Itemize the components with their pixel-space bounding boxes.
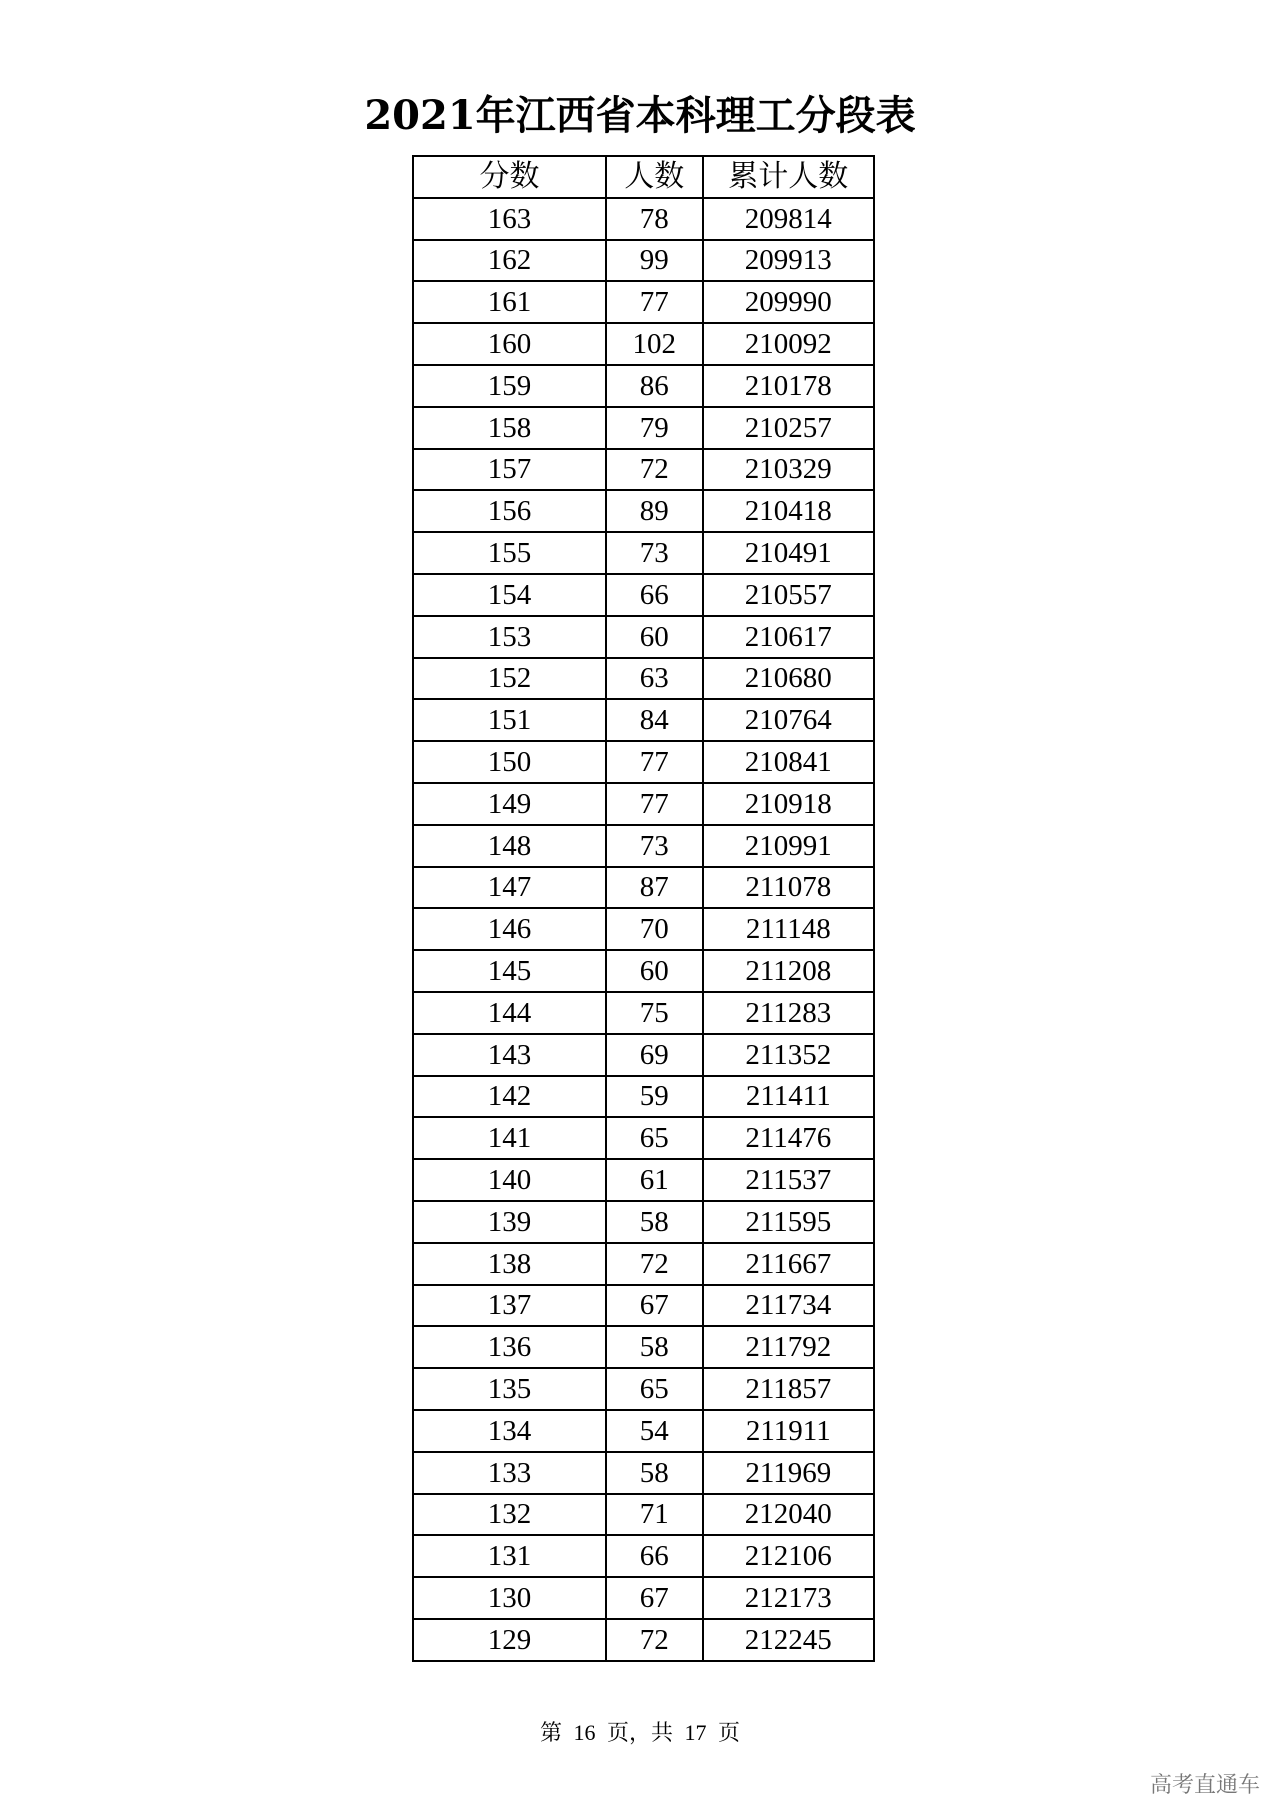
cell-cumulative: 212040: [703, 1494, 874, 1536]
cell-score: 142: [413, 1076, 606, 1118]
cell-count: 60: [606, 950, 703, 992]
cell-count: 67: [606, 1285, 703, 1327]
cell-count: 54: [606, 1410, 703, 1452]
cell-cumulative: 211595: [703, 1201, 874, 1243]
cell-score: 130: [413, 1577, 606, 1619]
table-row: [413, 1410, 874, 1452]
table-row: [413, 407, 874, 449]
cell-cumulative: 209913: [703, 240, 874, 282]
table-row: [413, 281, 874, 323]
cell-cumulative: 211969: [703, 1452, 874, 1494]
cell-score: 138: [413, 1243, 606, 1285]
cell-count: 58: [606, 1326, 703, 1368]
cell-cumulative: 210178: [703, 365, 874, 407]
cell-count: 79: [606, 407, 703, 449]
cell-score: 149: [413, 783, 606, 825]
cell-cumulative: 212173: [703, 1577, 874, 1619]
cell-count: 58: [606, 1201, 703, 1243]
cell-count: 72: [606, 1619, 703, 1661]
cell-score: 163: [413, 198, 606, 240]
table-row: [413, 699, 874, 741]
cell-cumulative: 211148: [703, 908, 874, 950]
cell-score: 162: [413, 240, 606, 282]
table-row: [413, 1159, 874, 1201]
cell-cumulative: 210329: [703, 449, 874, 491]
cell-score: 158: [413, 407, 606, 449]
cell-cumulative: 212245: [703, 1619, 874, 1661]
cell-count: 73: [606, 532, 703, 574]
cell-count: 58: [606, 1452, 703, 1494]
cell-cumulative: 210092: [703, 323, 874, 365]
cell-score: 132: [413, 1494, 606, 1536]
cell-score: 161: [413, 281, 606, 323]
table-row: [413, 449, 874, 491]
cell-score: 144: [413, 992, 606, 1034]
cell-count: 86: [606, 365, 703, 407]
table-row: [413, 1285, 874, 1327]
cell-count: 65: [606, 1368, 703, 1410]
cell-score: 134: [413, 1410, 606, 1452]
cell-count: 61: [606, 1159, 703, 1201]
table-row: [413, 908, 874, 950]
cell-cumulative: 211911: [703, 1410, 874, 1452]
table-row: [413, 1201, 874, 1243]
cell-cumulative: 211476: [703, 1117, 874, 1159]
cell-cumulative: 211352: [703, 1034, 874, 1076]
cell-score: 157: [413, 449, 606, 491]
cell-count: 77: [606, 783, 703, 825]
table-row: [413, 574, 874, 616]
cell-cumulative: 211667: [703, 1243, 874, 1285]
cell-score: 135: [413, 1368, 606, 1410]
table-row: [413, 532, 874, 574]
cell-count: 70: [606, 908, 703, 950]
cell-count: 99: [606, 240, 703, 282]
cell-score: 133: [413, 1452, 606, 1494]
cell-cumulative: 211734: [703, 1285, 874, 1327]
page-title: 2021年江西省本科理工分段表: [364, 92, 916, 139]
cell-count: 89: [606, 490, 703, 532]
cell-count: 77: [606, 281, 703, 323]
cell-cumulative: 212106: [703, 1535, 874, 1577]
cell-score: 137: [413, 1285, 606, 1327]
cell-score: 159: [413, 365, 606, 407]
cell-cumulative: 210841: [703, 741, 874, 783]
cell-cumulative: 210418: [703, 490, 874, 532]
cell-count: 59: [606, 1076, 703, 1118]
table-row: [413, 1494, 874, 1536]
header-count: 人数: [606, 156, 703, 198]
table-row: [413, 198, 874, 240]
score-table: [412, 155, 875, 1662]
table-row: [413, 1368, 874, 1410]
cell-score: 129: [413, 1619, 606, 1661]
table-row: [413, 1577, 874, 1619]
cell-score: 131: [413, 1535, 606, 1577]
cell-cumulative: 211792: [703, 1326, 874, 1368]
header-score: 分数: [413, 156, 606, 198]
table-row: [413, 1535, 874, 1577]
cell-score: 155: [413, 532, 606, 574]
cell-count: 66: [606, 1535, 703, 1577]
cell-count: 69: [606, 1034, 703, 1076]
cell-score: 160: [413, 323, 606, 365]
cell-cumulative: 209990: [703, 281, 874, 323]
cell-score: 140: [413, 1159, 606, 1201]
cell-score: 150: [413, 741, 606, 783]
cell-score: 153: [413, 616, 606, 658]
cell-cumulative: 209814: [703, 198, 874, 240]
cell-cumulative: 210491: [703, 532, 874, 574]
table-row: [413, 658, 874, 700]
cell-score: 139: [413, 1201, 606, 1243]
cell-cumulative: 211411: [703, 1076, 874, 1118]
cell-cumulative: 210557: [703, 574, 874, 616]
cell-cumulative: 211857: [703, 1368, 874, 1410]
cell-cumulative: 210617: [703, 616, 874, 658]
table-row: [413, 1619, 874, 1661]
cell-count: 72: [606, 1243, 703, 1285]
cell-cumulative: 210257: [703, 407, 874, 449]
cell-cumulative: 211078: [703, 867, 874, 909]
cell-score: 136: [413, 1326, 606, 1368]
cell-count: 78: [606, 198, 703, 240]
cell-cumulative: 210918: [703, 783, 874, 825]
cell-count: 73: [606, 825, 703, 867]
table-row: [413, 867, 874, 909]
cell-count: 75: [606, 992, 703, 1034]
table-row: [413, 323, 874, 365]
cell-count: 60: [606, 616, 703, 658]
cell-cumulative: 211537: [703, 1159, 874, 1201]
table-row: [413, 490, 874, 532]
cell-score: 156: [413, 490, 606, 532]
table-row: [413, 240, 874, 282]
cell-count: 102: [606, 323, 703, 365]
table-row: [413, 992, 874, 1034]
table-row: [413, 825, 874, 867]
page-footer: 第 16 页，共 17 页: [539, 1720, 740, 1745]
cell-score: 147: [413, 867, 606, 909]
cell-cumulative: 210680: [703, 658, 874, 700]
cell-score: 143: [413, 1034, 606, 1076]
cell-count: 71: [606, 1494, 703, 1536]
table-row: [413, 1076, 874, 1118]
cell-cumulative: 210991: [703, 825, 874, 867]
cell-score: 152: [413, 658, 606, 700]
cell-score: 145: [413, 950, 606, 992]
cell-score: 141: [413, 1117, 606, 1159]
cell-count: 66: [606, 574, 703, 616]
table-body: [413, 198, 874, 1661]
table-row: [413, 1326, 874, 1368]
cell-score: 151: [413, 699, 606, 741]
table-row: [413, 783, 874, 825]
cell-count: 72: [606, 449, 703, 491]
table-row: [413, 365, 874, 407]
cell-count: 84: [606, 699, 703, 741]
cell-cumulative: 211208: [703, 950, 874, 992]
cell-count: 77: [606, 741, 703, 783]
cell-count: 65: [606, 1117, 703, 1159]
watermark: 高考直通车: [1149, 1773, 1260, 1798]
table-row: [413, 616, 874, 658]
header-cumulative: 累计人数: [703, 156, 874, 198]
cell-score: 154: [413, 574, 606, 616]
cell-count: 67: [606, 1577, 703, 1619]
table-row: [413, 950, 874, 992]
cell-score: 148: [413, 825, 606, 867]
cell-cumulative: 210764: [703, 699, 874, 741]
cell-cumulative: 211283: [703, 992, 874, 1034]
cell-count: 87: [606, 867, 703, 909]
table-header-row: [413, 156, 874, 198]
table-row: [413, 1452, 874, 1494]
table-row: [413, 1034, 874, 1076]
table-row: [413, 741, 874, 783]
cell-count: 63: [606, 658, 703, 700]
table-row: [413, 1243, 874, 1285]
cell-score: 146: [413, 908, 606, 950]
table-row: [413, 1117, 874, 1159]
